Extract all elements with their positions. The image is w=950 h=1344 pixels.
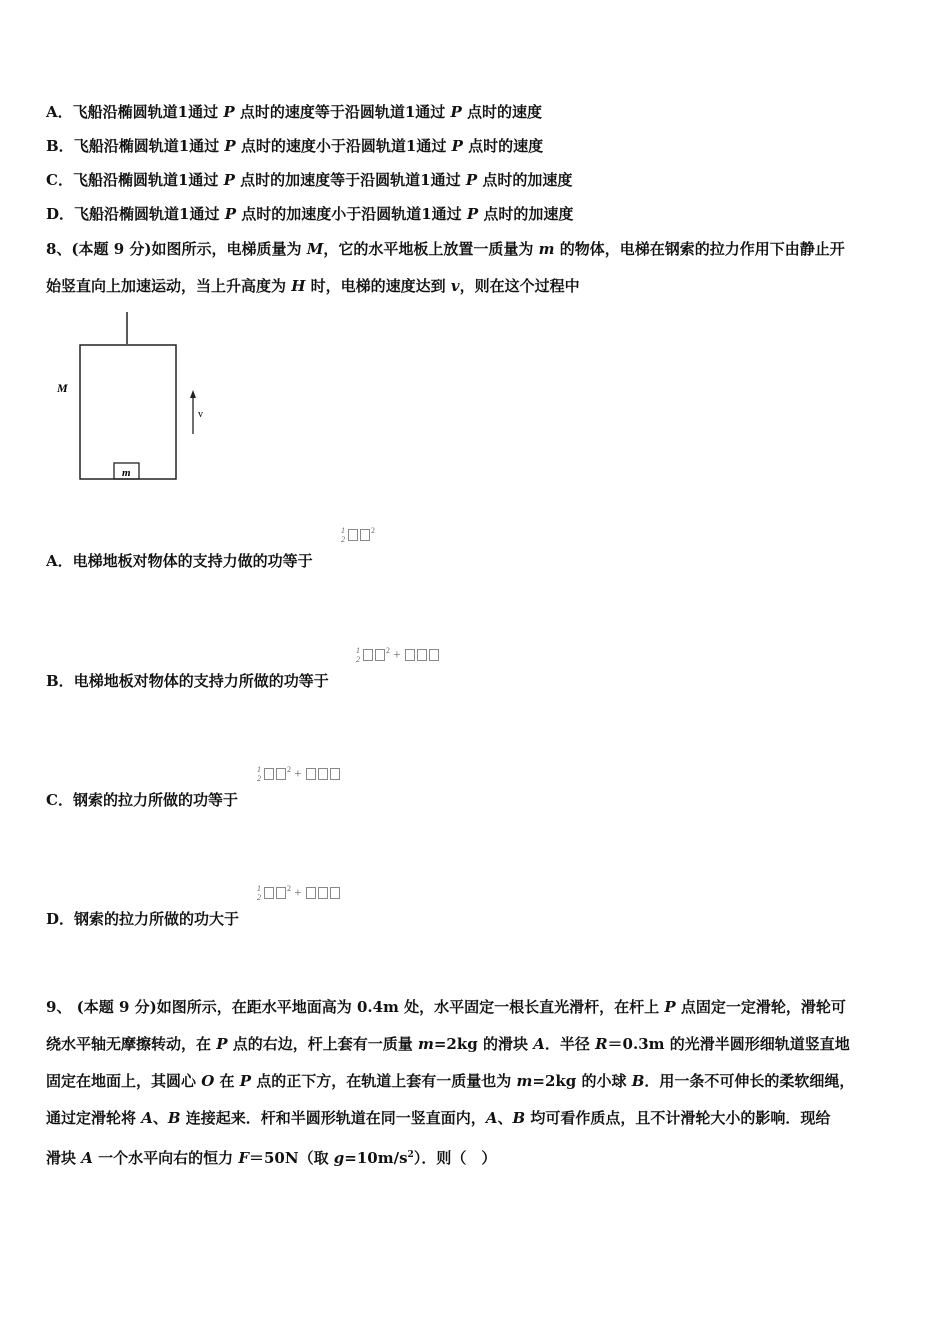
q7-option-a: A．飞船沿椭圆轨道1通过 P 点时的速度等于沿圆轨道1通过 P 点时的速度 (46, 103, 543, 121)
formula-a: 1 $2^2$ (341, 526, 375, 545)
q9-line3: 固定在地面上，其圆心 O 在 P 点的正下方，在轨道上套有一质量也为 m=2kg 的小球 B．用一条不可伸长的柔软细绳， (46, 1072, 855, 1090)
object-label: m (122, 467, 131, 479)
q8-option-d: D．钢索的拉力所做的功大于 (46, 910, 240, 928)
formula-b: 1 $2^2$ + (356, 646, 440, 664)
velocity-arrowhead (190, 390, 196, 398)
q7-option-d: D．飞船沿椭圆轨道1通过 P 点时的加速度小于沿圆轨道1通过 P 点时的加速度 (46, 205, 574, 223)
q8-option-a: A．电梯地板对物体的支持力做的功等于 (46, 552, 313, 570)
elevator-figure (52, 308, 222, 488)
elevator-mass-label: M (57, 381, 68, 395)
elevator-box (80, 345, 176, 479)
q9-line5: 滑块 A 一个水平向右的恒力 F＝50N（取 $g=10m/s^2$）．则（ ） (46, 1149, 497, 1167)
q8-option-b: B．电梯地板对物体的支持力所做的功等于 (46, 672, 329, 690)
q7-option-c: C．飞船沿椭圆轨道1通过 P 点时的加速度等于沿圆轨道1通过 P 点时的加速度 (46, 171, 573, 189)
q7-option-b: B．飞船沿椭圆轨道1通过 P 点时的速度小于沿圆轨道1通过 P 点时的速度 (46, 137, 544, 155)
velocity-label: v (198, 409, 203, 420)
q8-stem-line2: 始竖直向上加速运动，当上升高度为 H 时，电梯的速度达到 v，则在这个过程中 (46, 277, 580, 295)
q9-line4: 通过定滑轮将 A、B 连接起来．杆和半圆形轨道在同一竖直面内，A、B 均可看作质点，且不计滑轮大小的影响．现给 (46, 1109, 831, 1127)
q9-line2: 绕水平轴无摩擦转动，在 P 点的右边，杆上套有一质量 m=2kg 的滑块 A．半径 R＝0.3m 的光滑半圆形细轨道竖直地 (46, 1035, 850, 1053)
formula-c: 1 $2^2$ + (257, 765, 341, 783)
q9-line1: 9、 (本题 9 分)如图所示，在距水平地面高为 0.4m 处，水平固定一根长直光滑杆，在杆上 P 点固定一定滑轮，滑轮可 (46, 998, 846, 1016)
formula-d: 1 $2^2$ + (257, 884, 341, 902)
q8-option-c: C．钢索的拉力所做的功等于 (46, 791, 238, 809)
q8-stem-line1: 8、(本题 9 分)如图所示，电梯质量为 M，它的水平地板上放置一质量为 m 的物体，电梯在钢索的拉力作用下由静止开 (46, 240, 845, 258)
